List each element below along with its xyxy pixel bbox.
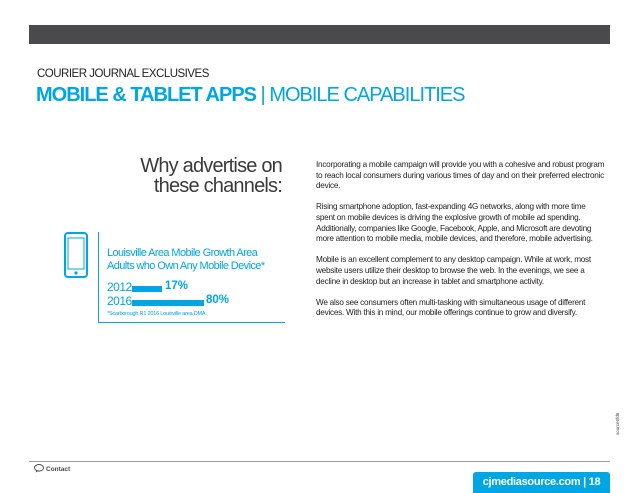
title-bold: MOBILE & TABLET APPS xyxy=(36,84,256,106)
stat-box-frame xyxy=(98,232,285,323)
stat-bar-2012 xyxy=(132,286,162,292)
title-separator: | xyxy=(256,84,270,106)
title-light: MOBILE CAPABILITIES xyxy=(269,84,465,106)
body-paragraph-1: Incorporating a mobile campaign will provide you with a cohesive and robust program to reach local consumers during various times of day and on their preferred electronic device. xyxy=(316,160,605,191)
body-paragraph-4: We also see consumers often multi-tasking with simultaneous usage of different devices. With this in mind, our mobile offerings continue to grow and diversify. xyxy=(316,297,586,318)
why-line-1: Why advertise on xyxy=(140,155,282,177)
body-paragraph-3: Mobile is an excellent complement to any desktop campaign. While at work, most website users utilize their desktop to browse the web. In the evenings, we see a decline in desktop but an increase in tablet and smartphone activity. xyxy=(316,255,591,286)
body-copy xyxy=(316,160,606,330)
page-title xyxy=(36,84,464,107)
contact-link[interactable]: Contact xyxy=(46,466,71,473)
chat-bubble-icon[interactable] xyxy=(34,464,45,473)
vertical-code: source6fd6 xyxy=(615,412,620,435)
body-paragraph-2: Rising smartphone adoption, fast-expanding 4G networks, along with more time spent on mobile devices is driving the explosive growth of mobile ad spending. Additionally, companies like Google, Facebook, Apple, and Microsoft are devoting more attention to mobile media, mobile devices, and therefore, mobile advertising. xyxy=(316,202,593,244)
stat-pct-2016: 80% xyxy=(206,294,230,306)
stat-footnote: *Scarborough R1 2016 Louisville area DMA xyxy=(107,311,206,317)
section-eyebrow: COURIER JOURNAL EXCLUSIVES xyxy=(37,68,209,80)
stat-title xyxy=(107,247,287,273)
top-banner-bar xyxy=(29,25,610,44)
stat-title-line-2: Adults who Own Any Mobile Device* xyxy=(107,260,265,272)
stat-pct-2012: 17% xyxy=(165,280,189,292)
footer-divider xyxy=(29,461,610,462)
why-heading xyxy=(140,156,282,196)
stat-bar-2016 xyxy=(132,300,204,306)
stat-year-2012: 2012 xyxy=(107,280,132,294)
site-page-tab[interactable]: cjmediasource.com | 18 xyxy=(473,472,610,493)
smartphone-icon xyxy=(64,232,88,278)
stat-title-line-1: Louisville Area Mobile Growth Area xyxy=(107,247,258,259)
stat-year-2016: 2016 xyxy=(107,294,132,308)
why-line-2: these channels: xyxy=(153,175,282,197)
